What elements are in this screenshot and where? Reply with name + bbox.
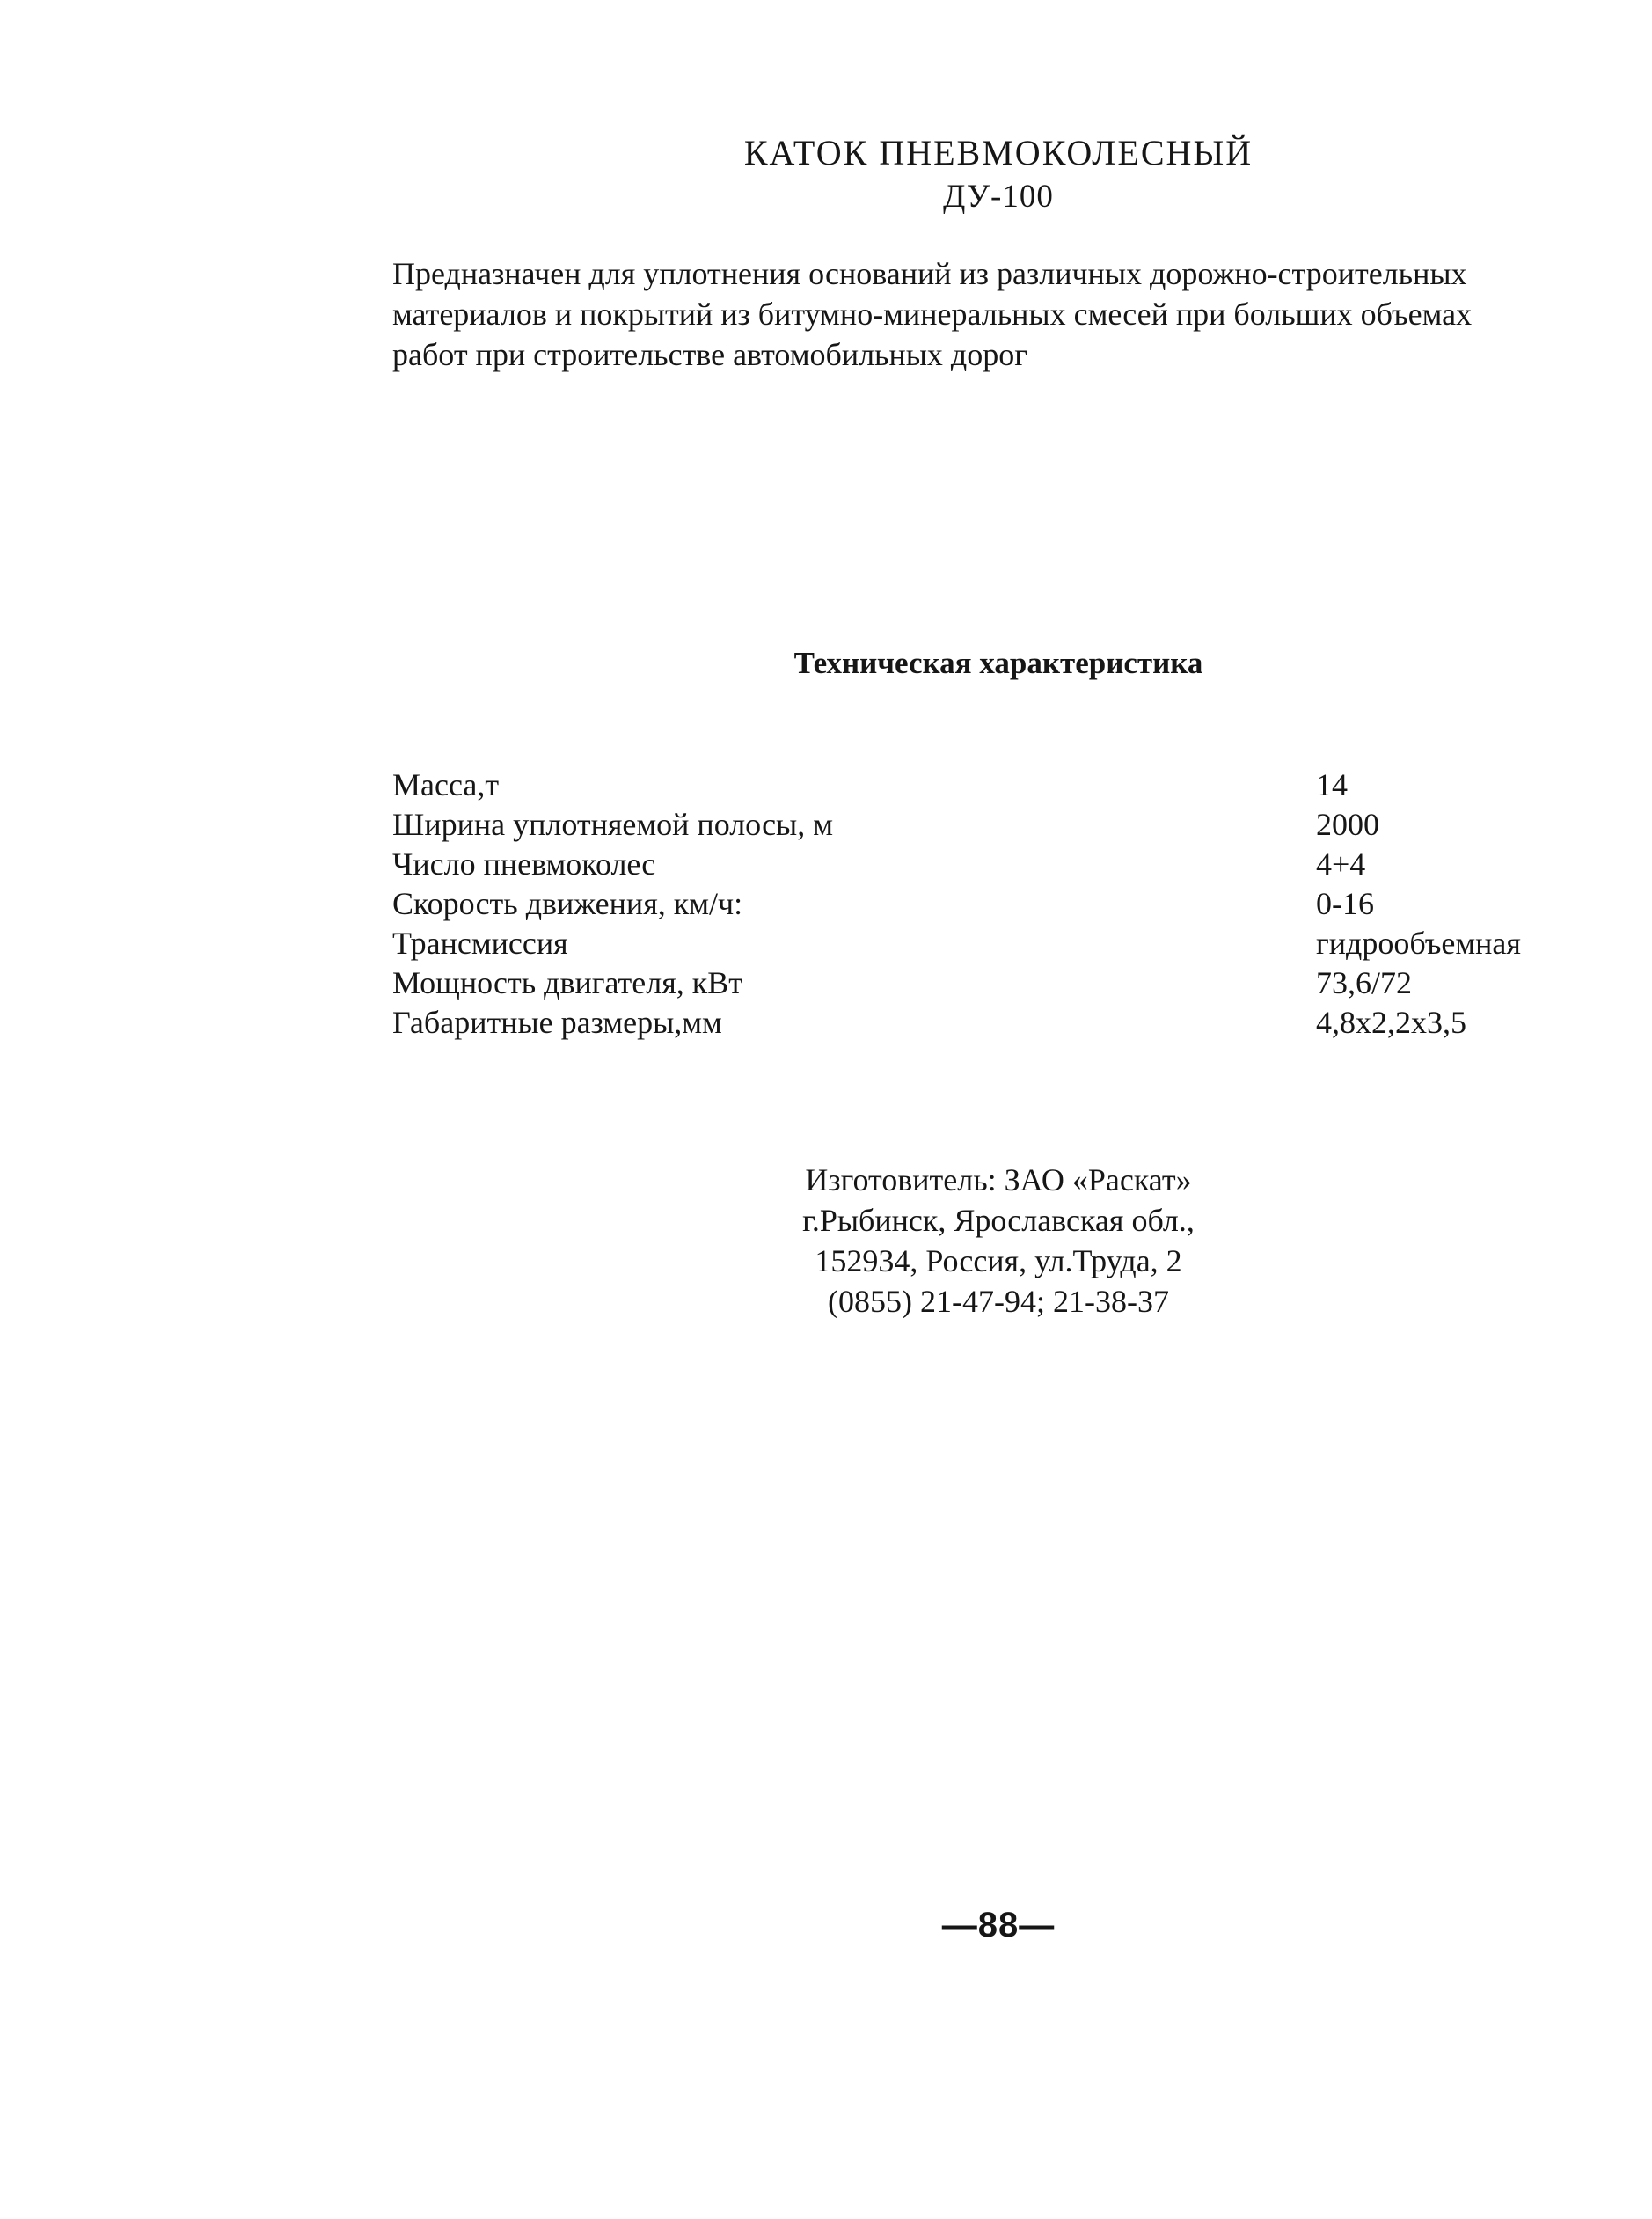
specs-table [392,765,1571,1043]
spec-label: Трансмиссия [392,926,568,961]
specs-heading: Техническая характеристика [793,646,1203,680]
spec-label: Габаритные размеры,мм [392,1005,722,1040]
manufacturer-block [0,1160,1652,1322]
spec-label: Число пневмоколес [392,846,656,882]
spec-value: 73,6/72 [1316,965,1413,1000]
description-line: материалов и покрытий из битумно-минеральных смесей при больших объемах [392,297,1473,332]
spec-row-transmission [392,924,1571,963]
model-name: ДУ-100 [943,179,1054,215]
spec-value: 4+4 [1316,846,1366,882]
manufacturer-line: Изготовитель: ЗАО «Раскат» [805,1162,1192,1197]
manufacturer-line: 152934, Россия, ул.Труда, 2 [815,1243,1182,1278]
spec-label: Мощность двигателя, кВт [392,965,742,1000]
page-number: —88— [941,1906,1056,1944]
spec-row-dimensions [392,1003,1571,1043]
manufacturer-line: г.Рыбинск, Ярославская обл., [802,1203,1195,1238]
spec-value: 2000 [1316,807,1379,842]
manufacturer-line: (0855) 21-47-94; 21-38-37 [828,1284,1169,1319]
spec-value: 4,8x2,2x3,5 [1316,1005,1466,1040]
description-paragraph [392,253,1606,375]
description-line: Предназначен для уплотнения оснований из различных дорожно-строительных [392,256,1467,291]
spec-row-width [392,805,1571,845]
document-title: КАТОК ПНЕВМОКОЛЕСНЫЙ [743,133,1254,172]
spec-value: 0-16 [1316,886,1374,921]
spec-row-wheels [392,845,1571,884]
spec-row-power [392,963,1571,1003]
description-line: работ при строительстве автомобильных дорог [392,337,1028,372]
spec-value: 14 [1316,767,1348,802]
spec-label: Масса,т [392,767,500,802]
spec-label: Ширина уплотняемой полосы, м [392,807,834,842]
spec-row-speed [392,884,1571,924]
spec-label: Скорость движения, км/ч: [392,886,743,921]
spec-value: гидрообъемная [1316,926,1521,961]
spec-row-mass [392,765,1571,805]
